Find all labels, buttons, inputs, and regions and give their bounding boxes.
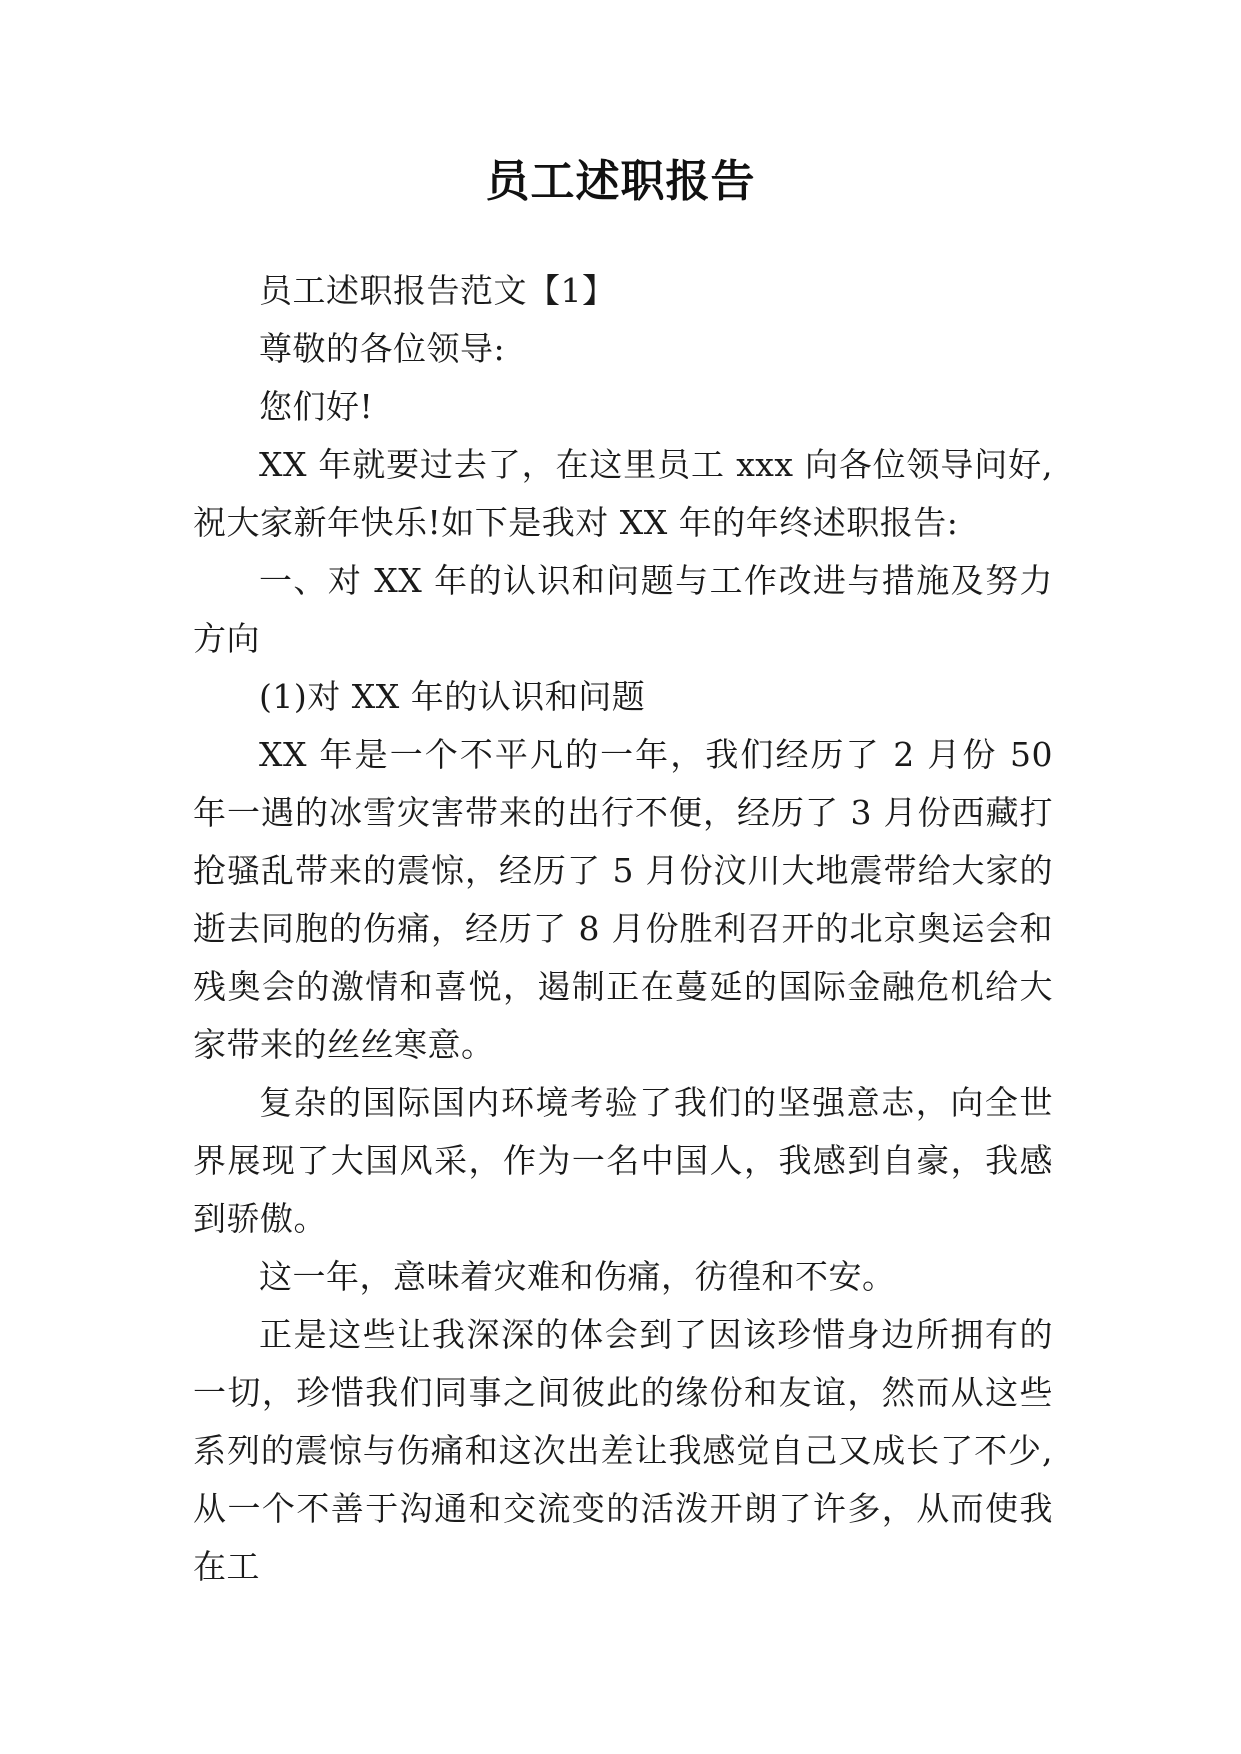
paragraph-section-heading: 一、对 XX 年的认识和问题与工作改进与措施及努力方向 — [193, 561, 1053, 658]
paragraph-greeting: 您们好! — [259, 387, 374, 426]
paragraph-heading-sample: 员工述职报告范文【1】 — [259, 271, 616, 310]
document-title: 员工述职报告 — [485, 156, 756, 207]
paragraph-year-review: XX 年是一个不平凡的一年，我们经历了 2 月份 50 年一遇的冰雪灾害带来的出行不便，经历了 3 月份西藏打抢骚乱带来的震惊，经历了 5 月份汶川大地震带给大家的逝去同胞的伤痛，经历了 8 月份胜利召开的北京奥运会和残奥会的激情和喜悦，遏制正在蔓延的国际金融危机给大家带来的丝丝寒意。 — [193, 735, 1053, 1064]
paragraph-year-meaning: 这一年，意味着灾难和伤痛，彷徨和不安。 — [259, 1257, 896, 1296]
document-body — [193, 262, 1053, 1596]
paragraph-salutation: 尊敬的各位领导: — [259, 329, 506, 368]
paragraph-intro: XX 年就要过去了，在这里员工 xxx 向各位领导问好,祝大家新年快乐!如下是我对 XX 年的年终述职报告: — [193, 445, 1053, 542]
paragraph-subsection-heading: (1)对 XX 年的认识和问题 — [259, 677, 646, 716]
paragraph-national-pride: 复杂的国际国内环境考验了我们的坚强意志，向全世界展现了大国风采，作为一名中国人，我感到自豪，我感到骄傲。 — [193, 1083, 1053, 1238]
paragraph-reflection: 正是这些让我深深的体会到了因该珍惜身边所拥有的一切，珍惜我们同事之间彼此的缘份和友谊，然而从这些系列的震惊与伤痛和这次出差让我感觉自己又成长了不少,从一个不善于沟通和交流变的活泼开朗了许多，从而使我在工 — [193, 1315, 1053, 1586]
